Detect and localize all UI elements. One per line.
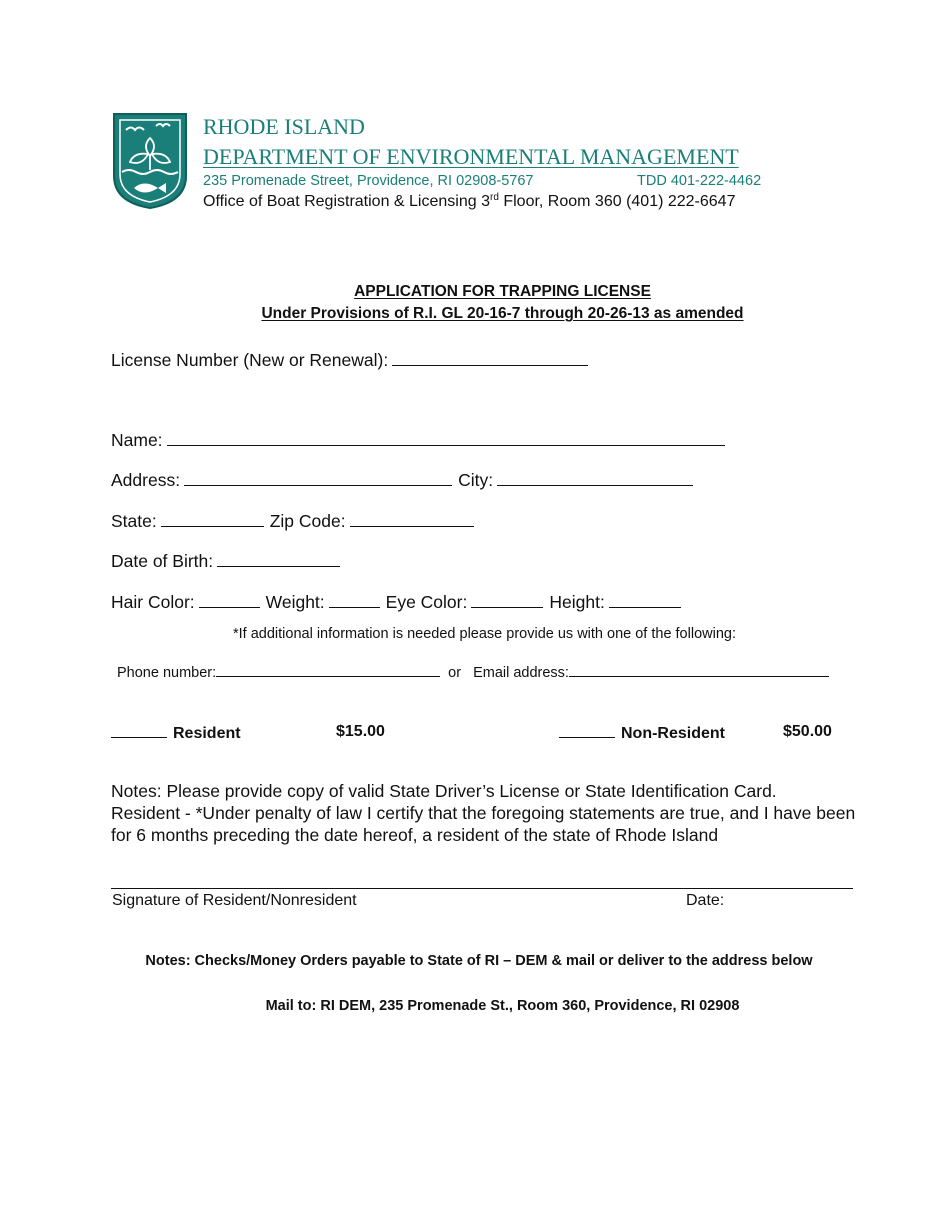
hair-label: Hair Color: [111,592,195,612]
height-label: Height: [549,592,605,612]
nonresident-fee: $50.00 [783,723,832,740]
email-input[interactable] [569,662,829,677]
eye-label: Eye Color: [385,592,468,612]
dob-label: Date of Birth: [111,551,214,571]
org-address: 235 Promenade Street, Providence, RI 02908-5767 [203,173,534,189]
nonresident-checkbox[interactable] [559,723,615,738]
weight-label: Weight: [265,592,325,612]
height-input[interactable] [609,589,681,608]
form-subtitle: Under Provisions of R.I. GL 20-16-7 through 20-26-13 as amended [261,305,744,322]
ri-dem-seal-icon [112,112,188,210]
org-tdd: TDD 401-222-4462 [637,173,762,189]
form-title: APPLICATION FOR TRAPPING LICENSE [354,283,651,300]
office-text-a: Office of Boat Registration & Licensing 3 [203,193,490,210]
dob-input[interactable] [217,548,340,567]
eye-input[interactable] [471,589,543,608]
org-name-line1: RHODE ISLAND [203,114,365,139]
dob-row [111,548,346,572]
checks-note: Notes: Checks/Money Orders payable to State of RI – DEM & mail or deliver to the address below [145,953,813,969]
date-label: Date: [686,892,725,909]
weight-input[interactable] [329,589,380,608]
signature-line[interactable] [111,888,853,889]
contact-row [117,662,835,681]
or-label: or [448,665,462,681]
state-label: State: [111,511,157,531]
city-label: City: [458,470,494,490]
city-input[interactable] [497,467,693,486]
phone-input[interactable] [216,662,440,677]
office-sup: rd [489,192,499,203]
resident-fee: $15.00 [336,723,385,740]
signature-label: Signature of Resident/Nonresident [112,892,357,909]
notes-line2: Resident - *Under penalty of law I certify that the foregoing statements are true, and I have been for 6 months preceding the date hereof, a resident of the state of Rhode Island [111,803,856,845]
nonresident-label: Non-Resident [621,725,725,742]
state-input[interactable] [161,508,264,527]
org-name-line2: DEPARTMENT OF ENVIRONMENTAL MANAGEMENT [203,144,739,169]
zip-input[interactable] [350,508,474,527]
office-line [203,192,735,211]
phone-label: Phone number: [117,665,217,681]
state-row [111,508,480,532]
license-number-label: License Number (New or Renewal): [111,350,389,370]
name-row [111,427,731,451]
email-label: Email address: [473,665,569,681]
address-input[interactable] [184,467,452,486]
address-row [111,467,699,491]
additional-info-note: *If additional information is needed please provide us with one of the following: [233,626,736,642]
license-number-input[interactable] [392,347,588,366]
name-input[interactable] [167,427,725,446]
mail-to: Mail to: RI DEM, 235 Promenade St., Room 360, Providence, RI 02908 [265,998,740,1014]
resident-label: Resident [173,725,241,742]
license-number-row [111,347,594,371]
resident-option [111,723,241,743]
notes-block [111,780,871,846]
office-text-b: Floor, Room 360 (401) 222-6647 [498,193,736,210]
hair-input[interactable] [199,589,260,608]
name-label: Name: [111,430,163,450]
notes-line1: Notes: Please provide copy of valid State Driver’s License or State Identification Card. [111,781,777,801]
zip-label: Zip Code: [269,511,346,531]
nonresident-option [559,723,725,743]
physical-row [111,589,687,613]
resident-checkbox[interactable] [111,723,167,738]
address-label: Address: [111,470,181,490]
